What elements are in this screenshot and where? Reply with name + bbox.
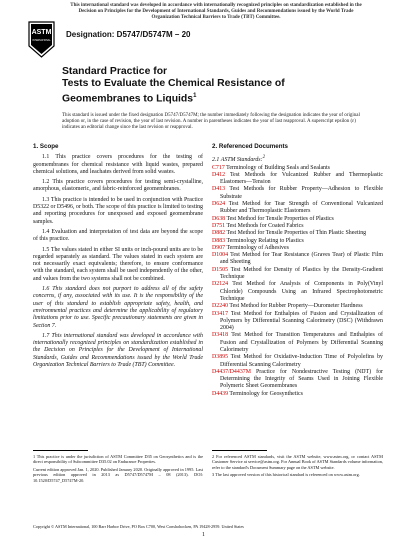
reference-title: Terminology of Adhesives [225, 244, 289, 251]
title-line-1: Standard Practice for [62, 66, 168, 77]
reference-item [212, 311, 383, 333]
reference-list [212, 165, 383, 399]
scope-paragraph: 1.3 This practice is intended to be used in conjunction with Practice D5322 or D5496, or both. The scope of this practice is limited to testing and reporting procedures for unexposed and exposed geomembrane samples. [33, 196, 203, 225]
svg-text:ASTM: ASTM [31, 29, 52, 36]
reference-title: Test Methods for Coated Fabrics [225, 222, 304, 229]
reference-title: Test Method for Density of Plastics by the Density-Gradient Technique [220, 266, 383, 281]
reference-item [212, 332, 383, 354]
reference-title: Practice for Nondestructive Testing (NDT) for Determining the Integrity of Seams Used in Joining Flexible Polymeric Sheet Geomembranes [220, 368, 383, 390]
reference-title: Test Method for Oxidative-Induction Time of Polyolefins by Differential Scanning Calorimetry [220, 354, 383, 368]
astm-logo [28, 21, 55, 58]
reference-item [212, 201, 383, 216]
reference-link[interactable]: D413 [212, 186, 226, 193]
scope-paragraph: 1.2 This practice covers procedures for testing semi-crystalline, amorphous, elastomeric, and fabric-reinforced geomembranes. [33, 179, 203, 193]
reference-link[interactable]: D638 [212, 215, 226, 222]
reference-link[interactable]: D4437/D4437M [212, 368, 251, 375]
scope-paragraph-safety: 1.6 This standard does not purport to address all of the safety concerns, if any, associated with its use. It is the responsibility of the user of this standard to establish appropriate safety, health, and environmental practices and determine the applicability of regulatory limitations prior to use. Specific precautionary statements are given in Section 7. [33, 286, 203, 329]
reference-item [212, 172, 383, 187]
reference-link[interactable]: D907 [212, 244, 226, 251]
referenced-documents-section [212, 143, 383, 398]
reference-item [212, 186, 383, 201]
designation-note: This standard is issued under the fixed designation D5747/D5747M; the number immediately following the designation indicates the year of original adoption or, in the case of revision, the year of last revision. A number in parentheses indicates the year of last reapproval. A superscript epsilon (ε) indicates an editorial change since the last revision or reapproval. [62, 113, 360, 130]
references-footnote-marker: 2 [262, 155, 266, 161]
copyright-notice: Copyright © ASTM International, 100 Barr Harbor Drive, PO Box C700, West Conshohocken, PA 19428-2959. United States [33, 524, 244, 529]
international-standard-notice: This international standard was developed in accordance with internationally recognized principles on standardization established in the Decision on Principles for the Development of International Standards, Guides and Recommendations issued by the World Trade Organization Technical Barriers to Trade (TBT) Committee. [70, 3, 362, 20]
reference-item [212, 281, 383, 303]
scope-paragraph-wto: 1.7 This international standard was developed in accordance with internationally recognized principles on standardization established in the Decision on Principles for the Development of International Standards, Guides and Recommendations issued by the World Trade Organization Technical Barriers to Trade (TBT) Committee. [33, 332, 203, 369]
reference-link[interactable]: D3895 [212, 354, 229, 361]
title-line-2: Tests to Evaluate the Chemical Resistance of [62, 78, 285, 89]
astm-standards-label: 2.1 ASTM Standards: [212, 157, 263, 164]
reference-link[interactable]: D883 [212, 237, 226, 244]
reference-item [212, 354, 383, 369]
reference-title: Test Method for Tensile Properties of Plastics [225, 215, 334, 222]
reference-link[interactable]: D4439 [212, 390, 229, 397]
reference-item [212, 369, 383, 391]
reference-title: Test Method for Analysis of Components in Poly(Vinyl Chloride) Compounds Using an Infrared Spectrophotometric Technique [220, 281, 383, 302]
reference-link[interactable]: D882 [212, 230, 226, 237]
reference-title: Test Method for Rubber Property—Durometer Hardness [228, 303, 363, 310]
reference-item [212, 303, 383, 310]
reference-link[interactable]: D412 [212, 171, 226, 178]
reference-title: Terminology for Geosynthetics [228, 390, 303, 397]
reference-title: Test Method for Tear Resistance (Graves Tear) of Plastic Film and Sheeting [220, 252, 383, 266]
reference-item [212, 267, 383, 282]
reference-link[interactable]: D2124 [212, 281, 229, 288]
reference-item [212, 216, 383, 223]
scope-paragraph: 1.4 Evaluation and interpretation of test data are beyond the scope of this practice. [33, 228, 203, 243]
reference-item [212, 238, 383, 245]
footnote: 3 The last approved version of this historical standard is referenced on www.astm.org. [212, 472, 360, 478]
footnotes-left [33, 454, 203, 485]
reference-link[interactable]: D3417 [212, 310, 229, 317]
page-number: 1 [202, 532, 205, 538]
svg-text:INTERNATIONAL: INTERNATIONAL [32, 40, 51, 42]
reference-link[interactable]: D3418 [212, 332, 229, 339]
footnote: Current edition approved Jan. 1, 2020. Published January 2020. Originally approved in 1995. Last previous edition approved in 2013 as D5747/D5747M – 08 (2013). DOI: 10.1520/D5747_D5747M-20. [33, 466, 203, 483]
reference-link[interactable]: D751 [212, 222, 226, 229]
reference-item [212, 230, 383, 237]
reference-title: Test Method for Tensile Properties of Thin Plastic Sheeting [225, 230, 367, 237]
footnote: 2 For referenced ASTM standards, visit the ASTM website, www.astm.org, or contact ASTM Customer Service at service@astm.org. For Annual Book of ASTM Standards volume information, refer to the standard's Document Summary page on the ASTM website. [212, 454, 383, 470]
reference-link[interactable]: D1004 [212, 252, 229, 259]
reference-title: Test Methods for Vulcanized Rubber and Thermoplastic Elastomers—Tension [220, 171, 383, 186]
reference-link[interactable]: D1505 [212, 266, 229, 273]
reference-title: Terminology of Building Seals and Sealants [224, 164, 330, 171]
scope-heading: 1. Scope [33, 143, 59, 150]
scope-section [33, 143, 203, 372]
document-title [62, 66, 362, 105]
references-heading: 2. Referenced Documents [212, 143, 288, 150]
reference-title: Test Method for Tear Strength of Conventional Vulcanized Rubber and Thermoplastic Elastomers [220, 201, 383, 215]
title-footnote-marker: 1 [193, 93, 197, 99]
astm-standards-subheading [212, 154, 383, 164]
scope-paragraph: 1.5 The values stated in either SI units or inch-pound units are to be regarded separately as standard. The values stated in each system are not necessarily exact equivalents; therefore, to ensure conformance with the standard, each system shall be used independently of the other, and values from the two systems shall not be combined. [33, 246, 203, 282]
footnote-divider-left [33, 450, 88, 451]
footnote: 1 This practice is under the jurisdiction of ASTM Committee D35 on Geosynthetics and is the direct responsibility of Subcommittee D35.02 on Endurance Properties. [33, 454, 203, 465]
reference-title: Test Method for Enthalpies of Fusion and Crystallization of Polymers by Differential Scanning Calorimetry (DSC) (Withdrawn 2004) [220, 310, 383, 332]
reference-link[interactable]: D624 [212, 201, 226, 208]
title-line-3-text: Geomembranes to Liquids [62, 93, 194, 105]
footnotes-right [212, 454, 383, 480]
reference-title: Test Method for Transition Temperatures and Enthalpies of Fusion and Crystallization of Polymers by Differential Scanning Calorimetry [220, 332, 383, 353]
reference-link[interactable]: C717 [212, 164, 225, 171]
scope-paragraph: 1.1 This practice covers procedures for the testing of geomembranes for chemical resistance with liquid wastes, prepared chemical solutions, and leachates derived from solid wastes. [33, 154, 203, 175]
title-line-3 [62, 90, 362, 105]
reference-link[interactable]: D2240 [212, 303, 229, 310]
designation: Designation: D5747/D5747M – 20 [66, 30, 191, 39]
reference-title: Terminology Relating to Plastics [225, 237, 304, 244]
reference-item [212, 391, 383, 398]
reference-title: Test Methods for Rubber Property—Adhesion to Flexible Substrate [220, 186, 383, 200]
reference-item [212, 252, 383, 267]
reference-item [212, 165, 383, 172]
footnote-divider-right [212, 450, 267, 451]
